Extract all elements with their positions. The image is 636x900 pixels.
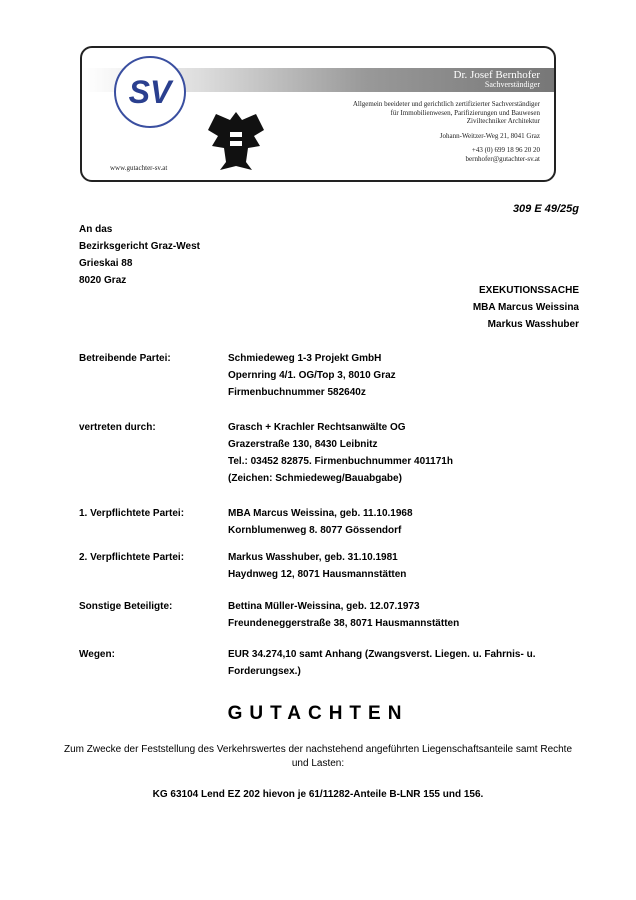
party-row <box>79 646 536 680</box>
party-line: Haydnweg 12, 8071 Hausmannstätten <box>228 569 407 580</box>
case-title <box>473 282 579 333</box>
recipient-line: 8020 Graz <box>79 275 127 286</box>
party-line: Bettina Müller-Weissina, geb. 12.07.1973 <box>228 601 420 612</box>
case-line: EXEKUTIONSSACHE <box>478 285 579 296</box>
purpose-text: Zum Zwecke der Feststellung des Verkehrswertes der nachstehend angeführten Liegenschaftsanteile samt Rechte und Lasten: <box>63 744 573 769</box>
recipient-line: An das <box>79 224 113 235</box>
party-label: 2. Verpflichtete Partei: <box>79 552 185 563</box>
document-title: GUTACHTEN <box>227 703 409 724</box>
party-label: vertreten durch: <box>79 422 156 433</box>
expert-website[interactable]: www.gutachter-sv.at <box>110 164 168 172</box>
party-row <box>79 598 459 632</box>
party-line: Freundeneggerstraße 38, 8071 Hausmannstätten <box>228 618 460 629</box>
party-line: EUR 34.274,10 samt Anhang (Zwangsverst. Liegen. u. Fahrnis- u. <box>228 649 536 660</box>
letterhead <box>80 46 556 182</box>
party-line: Grazerstraße 130, 8430 Leibnitz <box>228 439 378 450</box>
party-row <box>79 549 406 583</box>
party-label: Wegen: <box>79 649 115 660</box>
expert-address: Johann-Weitzer-Weg 21, 8041 Graz <box>439 131 540 140</box>
party-line: Firmenbuchnummer 582640z <box>228 387 366 398</box>
party-row <box>79 419 453 487</box>
party-line: Schmiedeweg 1-3 Projekt GmbH <box>228 353 382 364</box>
austrian-eagle-icon <box>206 106 266 174</box>
recipient-line: Bezirksgericht Graz-West <box>79 241 200 252</box>
info-line: für Immobilienwesen, Parifizierungen und Bauwesen <box>390 108 540 117</box>
party-row <box>79 505 413 539</box>
party-line: Markus Wasshuber, geb. 31.10.1981 <box>228 552 398 563</box>
party-label: Betreibende Partei: <box>79 353 171 364</box>
sv-logo <box>114 56 186 128</box>
expert-phone: +43 (0) 699 18 96 20 20 <box>471 146 540 154</box>
info-line: Ziviltechniker Architektur <box>466 117 540 125</box>
case-reference: 309 E 49/25g <box>512 203 579 215</box>
info-line: Allgemein beeideter und gerichtlich zertifizierter Sachverständiger <box>352 100 540 108</box>
case-line: Markus Wasshuber <box>487 319 579 330</box>
party-line: Opernring 4/1. OG/Top 3, 8010 Graz <box>228 370 396 381</box>
expert-name-block <box>454 70 540 90</box>
expert-info <box>353 100 540 163</box>
party-line: Tel.: 03452 82875. Firmenbuchnummer 401171h <box>228 456 453 467</box>
party-line: MBA Marcus Weissina, geb. 11.10.1968 <box>228 508 413 519</box>
party-line: (Zeichen: Schmiedeweg/Bauabgabe) <box>228 473 402 484</box>
property-description: KG 63104 Lend EZ 202 hievon je 61/11282-Anteile B-LNR 155 und 156. <box>152 789 484 800</box>
recipient-line: Grieskai 88 <box>79 258 133 269</box>
party-row <box>79 350 396 401</box>
expert-name: Dr. Josef Bernhofer <box>453 69 540 81</box>
party-label: 1. Verpflichtete Partei: <box>79 508 185 519</box>
case-line: MBA Marcus Weissina <box>472 302 579 313</box>
expert-role: Sachverständiger <box>484 80 540 89</box>
party-label: Sonstige Beteiligte: <box>79 601 173 612</box>
recipient-address <box>79 221 200 289</box>
expert-email[interactable]: bernhofer@gutachter-sv.at <box>465 154 540 163</box>
party-line: Kornblumenweg 8. 8077 Gössendorf <box>228 525 402 536</box>
logo-text: SV <box>128 73 172 110</box>
party-line: Forderungsex.) <box>228 666 301 677</box>
party-line: Grasch + Krachler Rechtsanwälte OG <box>228 422 406 433</box>
